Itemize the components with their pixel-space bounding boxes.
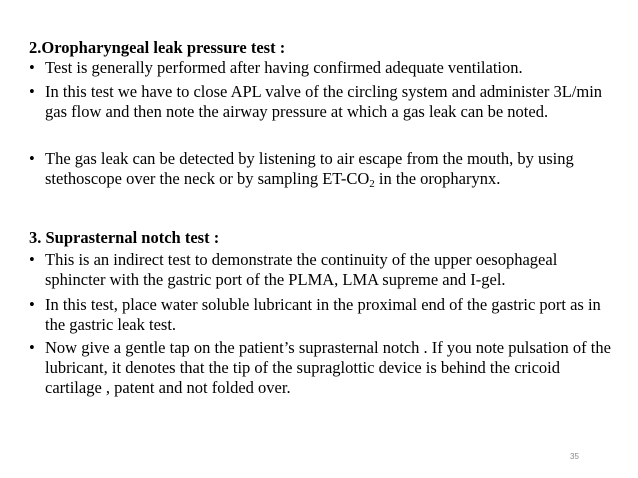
page-number: 35	[570, 452, 579, 461]
bullet-text: Test is generally performed after having confirmed adequate ventilation.	[45, 58, 523, 77]
bullet-text: This is an indirect test to demonstrate the continuity of the upper oesophageal sphincter with the gastric port of the PLMA, LMA supreme and I-gel.	[45, 250, 558, 289]
bullet-icon: •	[29, 58, 35, 77]
bullet-text-main: The gas leak can be detected by listening to air escape from the mouth, by using stethoscope over the neck or by sampling ET-CO	[45, 149, 574, 188]
subscript-two: 2	[369, 178, 375, 190]
list-item	[29, 82, 619, 122]
bullet-text: In this test, place water soluble lubricant in the proximal end of the gastric port as in the gastric leak test.	[45, 295, 601, 334]
list-item	[29, 250, 619, 290]
bullet-icon: •	[29, 295, 35, 314]
section-heading-suprasternal-notch: 3. Suprasternal notch test :	[29, 228, 220, 247]
bullet-icon: •	[29, 149, 35, 168]
list-item	[29, 58, 619, 78]
bullet-text	[45, 149, 619, 189]
bullet-text: Now give a gentle tap on the patient’s suprasternal notch . If you note pulsation of the lubricant, it denotes that the tip of the supraglottic device is behind the cricoid cartilage , patent and not folded over.	[45, 338, 611, 397]
section-heading-oropharyngeal-leak: 2.Oropharyngeal leak pressure test :	[29, 38, 286, 57]
bullet-icon: •	[29, 82, 35, 101]
list-item	[29, 149, 619, 189]
bullet-text-end: in the oropharynx.	[374, 169, 501, 188]
bullet-text: In this test we have to close APL valve of the circling system and administer 3L/min gas flow and then note the airway pressure at which a gas leak can be noted.	[45, 82, 603, 121]
bullet-icon: •	[29, 250, 35, 269]
bullet-icon: •	[29, 338, 35, 357]
list-item	[29, 295, 619, 335]
list-item	[29, 338, 619, 398]
